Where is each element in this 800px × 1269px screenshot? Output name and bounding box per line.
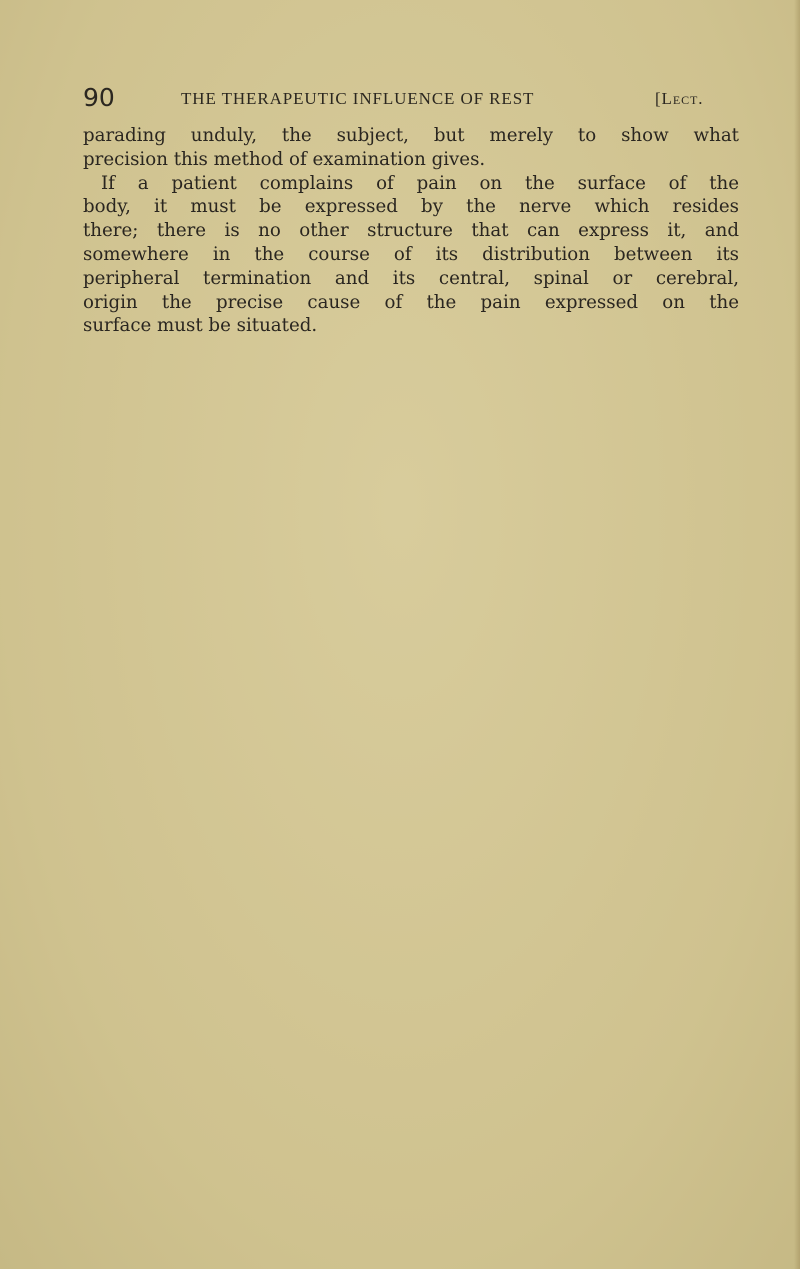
text-line: somewhere in the course of its distribution between its bbox=[83, 243, 739, 265]
body-text bbox=[83, 124, 739, 338]
text-line: If a patient complains of pain on the surface of the bbox=[101, 172, 739, 194]
page-edge-shadow bbox=[794, 0, 800, 1269]
running-head-section: [Lect. bbox=[655, 89, 704, 108]
text-line: there; there is no other structure that can express it, and bbox=[83, 220, 739, 242]
running-head bbox=[83, 83, 743, 113]
text-line: origin the precise cause of the pain expressed on the bbox=[83, 291, 739, 313]
page-number: 90 bbox=[83, 83, 115, 112]
text-line: parading unduly, the subject, but merely to show what bbox=[83, 125, 739, 146]
text-line: surface must be situated. bbox=[83, 315, 318, 337]
text-line: peripheral termination and its central, spinal or cerebral, bbox=[83, 267, 739, 289]
running-head-title: THE THERAPEUTIC INFLUENCE OF REST bbox=[181, 89, 535, 108]
text-line: precision this method of examination gives. bbox=[83, 148, 486, 170]
text-line: body, it must be expressed by the nerve which resides bbox=[83, 196, 739, 218]
